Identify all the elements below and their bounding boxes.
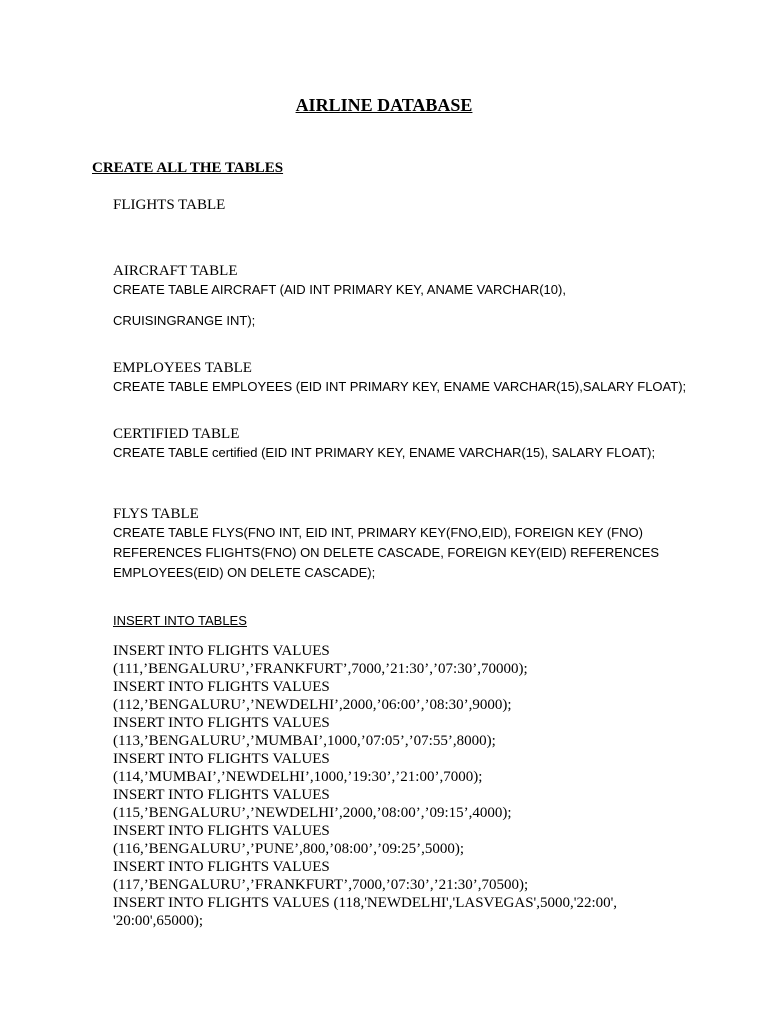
insert-line: INSERT INTO FLIGHTS VALUES — [113, 823, 330, 839]
employees-table-heading: EMPLOYEES TABLE — [113, 360, 252, 376]
flys-create-line-3: EMPLOYEES(EID) ON DELETE CASCADE); — [113, 565, 376, 580]
employees-create-line-1: CREATE TABLE EMPLOYEES (EID INT PRIMARY KEY, ENAME VARCHAR(15),SALARY FLOAT); — [113, 379, 687, 394]
flights-table-heading: FLIGHTS TABLE — [113, 197, 226, 213]
flys-table-heading: FLYS TABLE — [113, 506, 199, 522]
insert-line: (116,’BENGALURU’,’PUNE’,800,’08:00’,’09:25’,5000); — [113, 841, 465, 857]
insert-line: INSERT INTO FLIGHTS VALUES — [113, 787, 330, 803]
insert-line: (117,’BENGALURU’,’FRANKFURT’,7000,’07:30’,’21:30’,70500); — [113, 877, 529, 893]
section-heading-create-tables: CREATE ALL THE TABLES — [92, 160, 284, 176]
insert-line: (114,’MUMBAI’,’NEWDELHI’,1000,’19:30’,’21:00’,7000); — [113, 769, 483, 785]
insert-line: INSERT INTO FLIGHTS VALUES (118,'NEWDELHI','LASVEGAS',5000,'22:00', — [113, 895, 618, 911]
certified-table-heading: CERTIFIED TABLE — [113, 426, 240, 442]
insert-line: (113,’BENGALURU’,’MUMBAI’,1000,’07:05’,’07:55’,8000); — [113, 733, 496, 749]
aircraft-create-line-2: CRUISINGRANGE INT); — [113, 313, 256, 328]
insert-line: (115,’BENGALURU’,’NEWDELHI’,2000,’08:00’,’09:15’,4000); — [113, 805, 512, 821]
certified-create-line-1: CREATE TABLE certified (EID INT PRIMARY KEY, ENAME VARCHAR(15), SALARY FLOAT); — [113, 445, 656, 460]
insert-line: (112,’BENGALURU’,’NEWDELHI’,2000,’06:00’,’08:30’,9000); — [113, 697, 512, 713]
insert-section-label: INSERT INTO TABLES — [113, 613, 247, 628]
insert-line: INSERT INTO FLIGHTS VALUES — [113, 859, 330, 875]
insert-line: '20:00',65000); — [113, 913, 203, 929]
page-title: AIRLINE DATABASE — [295, 95, 473, 115]
insert-line: INSERT INTO FLIGHTS VALUES — [113, 751, 330, 767]
insert-line: (111,’BENGALURU’,’FRANKFURT’,7000,’21:30’,’07:30’,70000); — [113, 661, 528, 677]
insert-statements — [113, 642, 617, 930]
flys-create-line-1: CREATE TABLE FLYS(FNO INT, EID INT, PRIMARY KEY(FNO,EID), FOREIGN KEY (FNO) — [113, 525, 643, 540]
flys-create-line-2: REFERENCES FLIGHTS(FNO) ON DELETE CASCADE, FOREIGN KEY(EID) REFERENCES — [113, 545, 660, 560]
aircraft-create-line-1: CREATE TABLE AIRCRAFT (AID INT PRIMARY KEY, ANAME VARCHAR(10), — [113, 282, 566, 297]
insert-line: INSERT INTO FLIGHTS VALUES — [113, 643, 330, 659]
insert-line: INSERT INTO FLIGHTS VALUES — [113, 715, 330, 731]
aircraft-table-heading: AIRCRAFT TABLE — [113, 263, 238, 279]
insert-line: INSERT INTO FLIGHTS VALUES — [113, 679, 330, 695]
